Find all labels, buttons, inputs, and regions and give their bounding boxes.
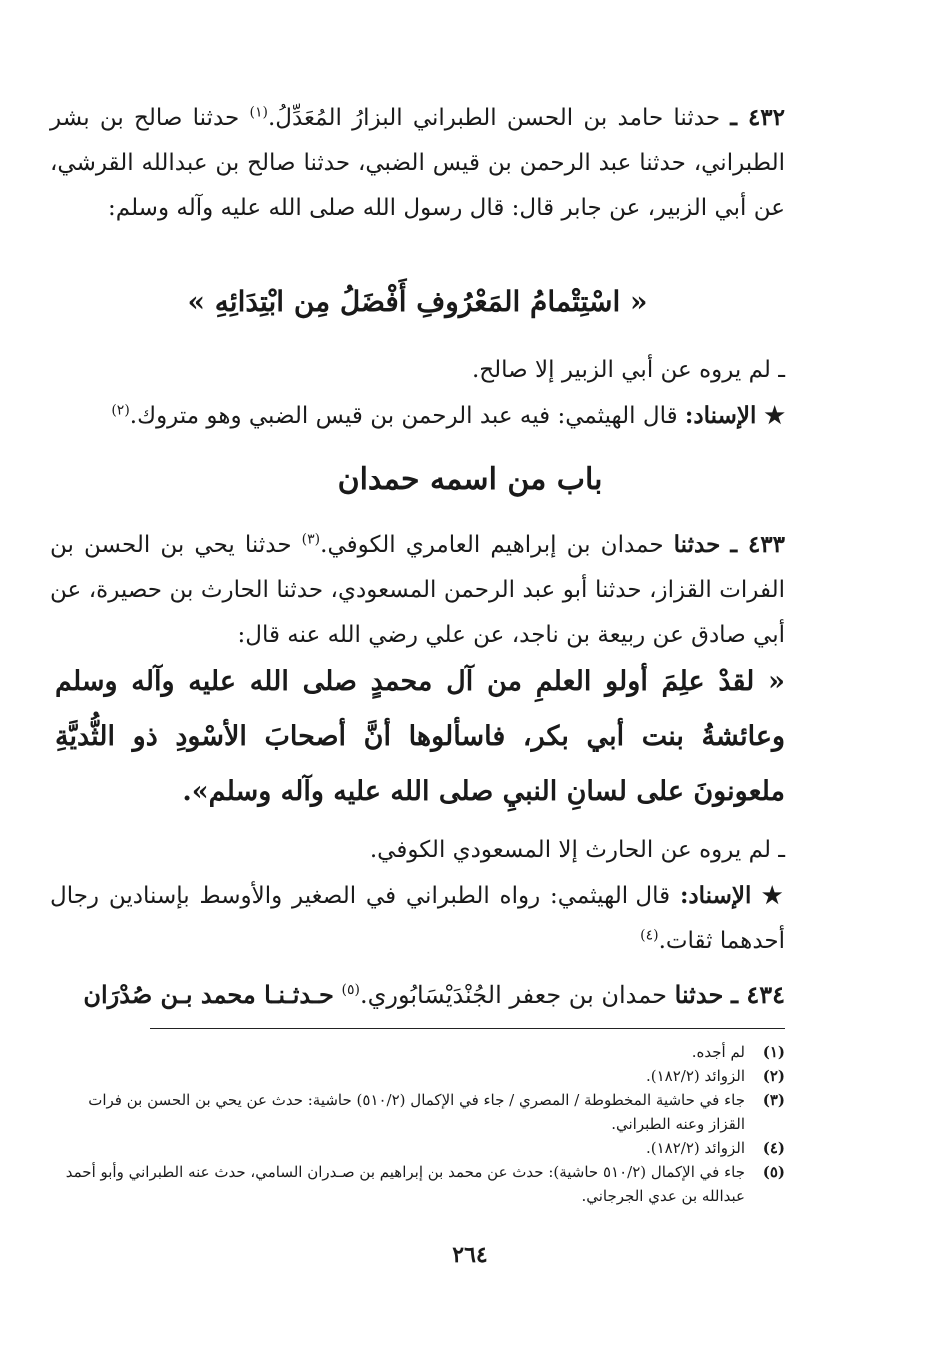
footnote-ref: (١) [249, 104, 268, 121]
lead-word: حدثنا [673, 531, 721, 558]
hadith-433-note: ـ لم يروه عن الحارث إلا المسعودي الكوفي. [369, 837, 785, 863]
hadith-432-note-block [50, 348, 785, 439]
footnote-number: (٤) [762, 1139, 785, 1157]
isnad-text: قال الهيثمي: فيه عبد الرحمن بن قيس الضبي وهو متروك. [129, 403, 678, 429]
hadith-432 [50, 95, 785, 231]
footnote-ref: (٥) [341, 982, 360, 998]
narration-text: حمدان بن إبراهيم العامري الكوفي. [320, 532, 664, 558]
footnote-text: جاء في الإكمال (٥١٠/٢ حاشية): حدث عن محمد بن إبراهيم بن صـدران السامي، حدث عنه الطبراني وأبو أحمد عبدالله بن عدي الجرجاني. [65, 1163, 745, 1205]
footnote-number: (٣) [762, 1091, 785, 1109]
hadith-number: ٤٣٢ ـ [730, 104, 786, 131]
hadith-434 [50, 972, 785, 1018]
footnote-ref: (٤) [640, 927, 659, 944]
hadith-432-note: ـ لم يروه عن أبي الزبير إلا صالح. [471, 357, 785, 383]
footnote [50, 1136, 785, 1160]
hadith-number: ٤٣٤ ـ [730, 980, 785, 1009]
hadith-433-matn: « لقدْ علِمَ أولو العلمِ من آل محمدٍ صلى الله عليه وآله وسلم وعائشةُ بنت أبي بكر، فاسألوها أنَّ أصحابَ الأسْودِ ذو الثُّديَّةِ ملعونونَ على لسانِ النبيِ صلى الله عليه وآله وسلم». [55, 666, 785, 807]
hadith-432-isnad [50, 393, 785, 439]
hadith-433-isnad [50, 873, 785, 964]
narration-text: حـدثـنـا محمد بـن صُدْرَان [83, 980, 334, 1009]
page-number: ٢٦٤ [452, 1242, 488, 1268]
footnote-ref: (٣) [301, 531, 321, 548]
hadith-433-note-block [50, 828, 785, 964]
footnote [50, 1160, 785, 1208]
hadith-432-matn: « اسْتِتْمامُ المَعْرُوفِ أَفْضَلُ مِن ابْتِدَائِهِ » [187, 285, 648, 318]
isnad-label: ★ الإسناد: [679, 882, 786, 909]
narration-text: حمدان بن جعفر الجُنْدَيْسَابُوري. [359, 981, 667, 1009]
hadith-433 [50, 522, 785, 658]
hadith-432-text [50, 95, 785, 231]
isnad-label: ★ الإسناد: [684, 402, 785, 429]
lead-word: حدثنا [674, 980, 724, 1009]
footnote-divider [150, 1028, 785, 1029]
chapter-heading: باب من اسمه حمدان [337, 462, 603, 497]
narration-text: حدثنا صالح بن بشر الطبراني، حدثنا عبد الرحمن بن قيس الضبي، حدثنا صالح بن عبدالله القرشي، عن أبي الزبير، عن جابر قال: قال رسول الله صلى الله عليه وآله وسلم: [50, 105, 785, 221]
footnote-text: لم أجده. [691, 1043, 745, 1061]
footnote-text: جاء في حاشية المخطوطة / المصري / جاء في الإكمال (٥١٠/٢) حاشية: حدث عن يحي بن الحسن بن فرات القزاز وعنه الطبراني. [88, 1091, 745, 1133]
hadith-433-text [50, 522, 785, 658]
footnote-ref: (٢) [111, 402, 130, 419]
footnote-text: الزوائد (١٨٢/٢). [646, 1067, 745, 1085]
footnote-text: الزوائد (١٨٢/٢). [646, 1139, 745, 1157]
footnote [50, 1040, 785, 1064]
footnote-number: (٥) [762, 1163, 785, 1181]
narration-text: حدثنا حامد بن الحسن الطبراني البزارُ المُعَدِّلُ. [267, 105, 721, 131]
hadith-number: ٤٣٣ ـ [730, 531, 786, 558]
hadith-434-text [50, 972, 785, 1018]
footnote [50, 1088, 785, 1136]
narration-text: حدثنا يحي بن الحسن بن الفرات القزاز، حدثنا أبو عبد الرحمن المسعودي، حدثنا الحارث بن حصيرة، عن أبي صادق عن ربيعة بن ناجد، عن علي رضي الله عنه قال: [50, 532, 785, 648]
footnotes [50, 1040, 785, 1208]
footnote [50, 1064, 785, 1088]
footnote-number: (٢) [762, 1067, 785, 1085]
footnote-number: (١) [762, 1043, 785, 1061]
isnad-text: قال الهيثمي: رواه الطبراني في الصغير والأوسط بإسنادين رجال أحدهما ثقات. [50, 883, 785, 954]
